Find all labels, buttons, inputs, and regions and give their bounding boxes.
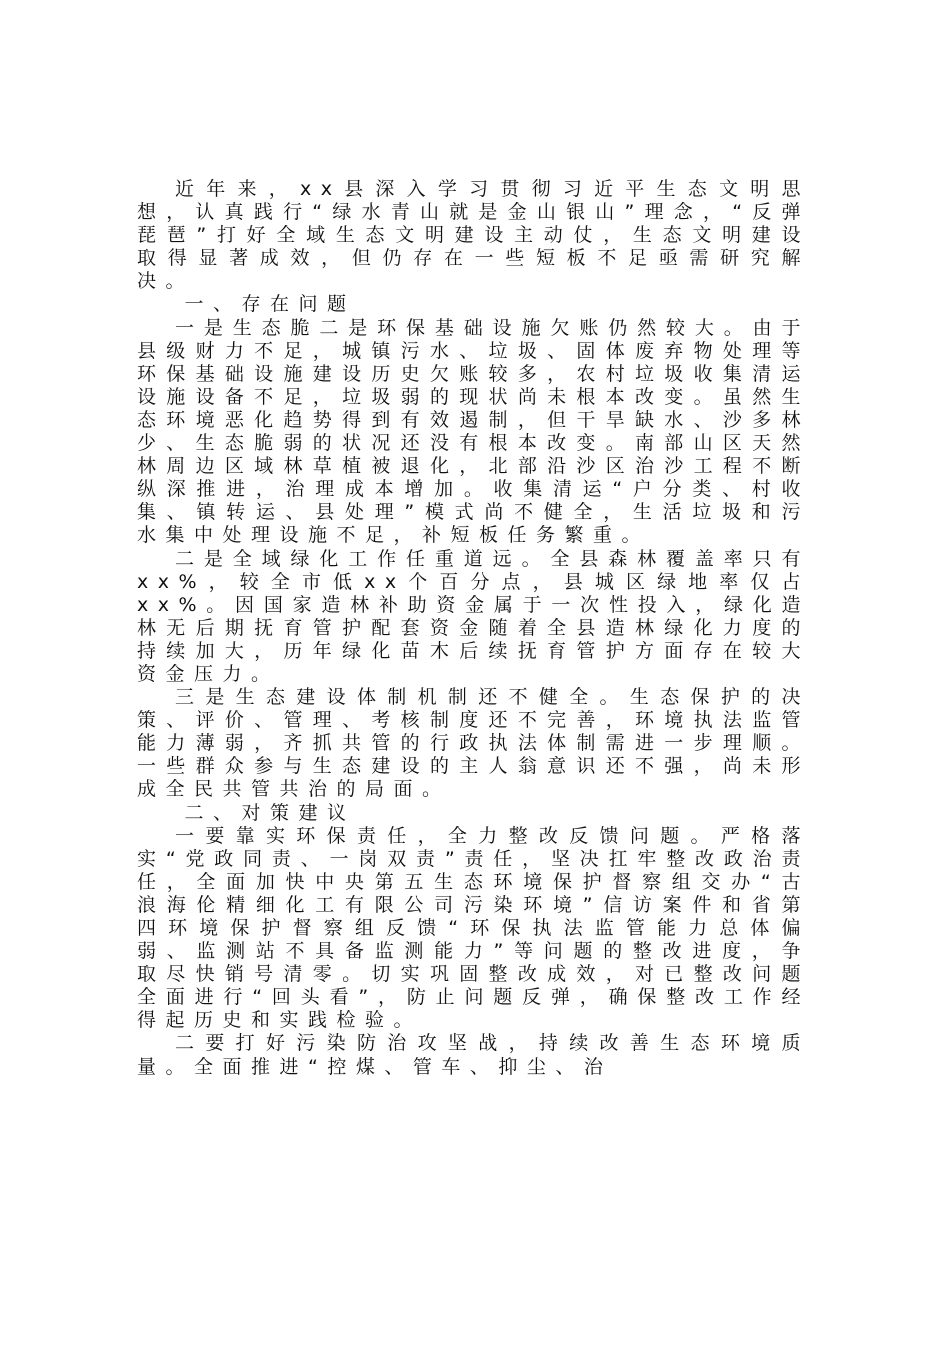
suggestion-paragraph-1: 一要靠实环保责任，全力整改反馈问题。严格落实“党政同责、一岗双责”责任，坚决扛牢整改政治责任，全面加快中央第五生态环境保护督察组交办“古浪海伦精细化工有限公司污染环境”信访案件和省第四环境保护督察组反馈“环保执法监管能力总体偏弱、监测站不具备监测能力”等问题的整改进度，争取尽快销号清零。切实巩固整改成效，对已整改问题全面进行“回头看”，防止问题反弹，确保整改工作经得起历史和实践检验。 [137, 824, 810, 1032]
problem-paragraph-3: 三是生态建设体制机制还不健全。生态保护的决策、评价、管理、考核制度还不完善，环境执法监管能力薄弱，齐抓共管的行政执法体制需进一步理顺。一些群众参与生态建设的主人翁意识还不强，尚未形成全民共管共治的局面。 [137, 686, 810, 801]
suggestion-paragraph-2: 二要打好污染防治攻坚战，持续改善生态环境质量。全面推进“控煤、管车、抑尘、治 [137, 1032, 810, 1078]
intro-paragraph: 近年来，xx县深入学习贯彻习近平生态文明思想，认真践行“绿水青山就是金山银山”理念，“反弹琵琶”打好全域生态文明建设主动仗，生态文明建设取得显著成效，但仍存在一些短板不足亟需研究解决。 [137, 178, 810, 293]
section-heading-suggestions: 二、对策建议 [184, 801, 356, 824]
problem-paragraph-2: 二是全域绿化工作任重道远。全县森林覆盖率只有xx%，较全市低xx个百分点，县城区绿地率仅占xx%。因国家造林补助资金属于一次性投入，绿化造林无后期抚育管护配套资金随着全县造林绿化力度的持续加大，历年绿化苗木后续抚育管护方面存在较大资金压力。 [137, 547, 810, 685]
section-heading-problems: 一、存在问题 [184, 293, 356, 316]
document-body [137, 178, 810, 1079]
problem-paragraph-1: 一是生态脆二是环保基础设施欠账仍然较大。由于县级财力不足，城镇污水、垃圾、固体废弃物处理等环保基础设施建设历史欠账较多，农村垃圾收集清运设施设备不足，垃圾弱的现状尚未根本改变。虽然生态环境恶化趋势得到有效遏制，但干旱缺水、沙多林少、生态脆弱的状况还没有根本改变。南部山区天然林周边区域林草植被退化，北部沿沙区治沙工程不断纵深推进，治理成本增加。收集清运“户分类、村收集、镇转运、县处理”模式尚不健全，生活垃圾和污水集中处理设施不足，补短板任务繁重。 [137, 316, 810, 547]
